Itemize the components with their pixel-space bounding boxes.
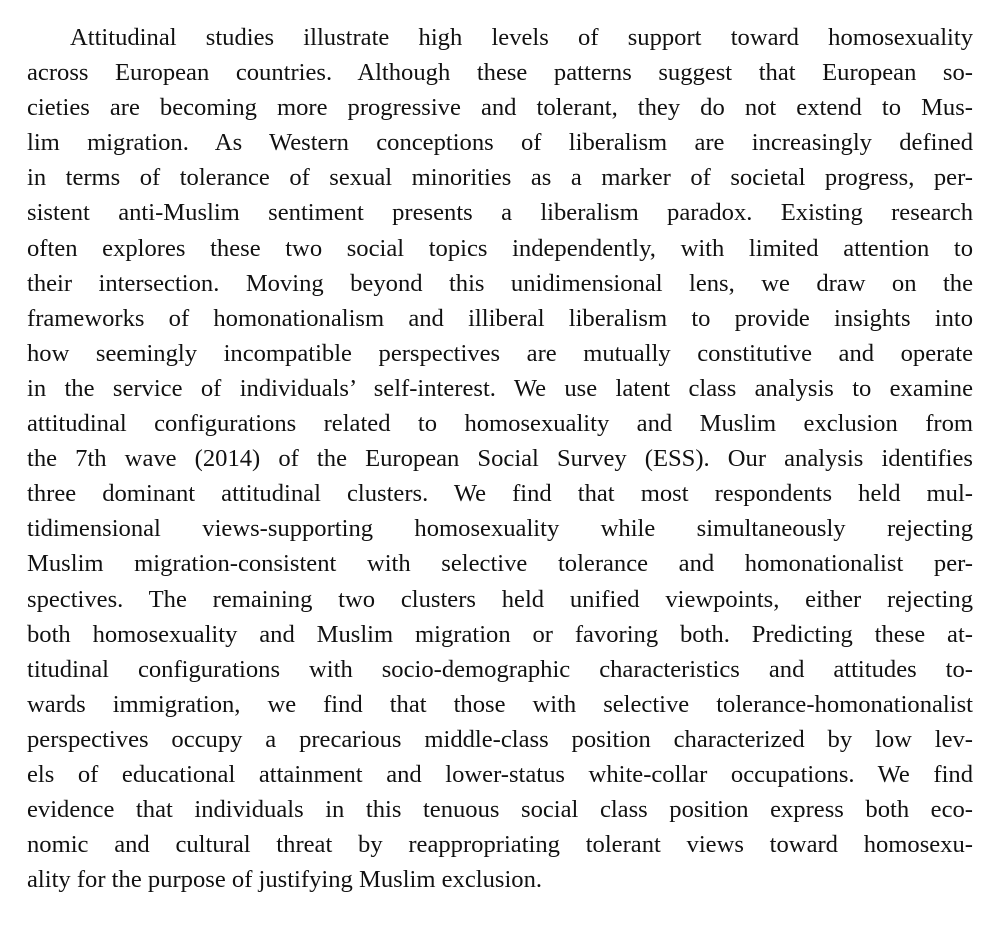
abstract-line: sistent anti-Muslim sentiment presents a liberalism paradox. Existing research bbox=[27, 199, 973, 227]
abstract-line: the 7th wave (2014) of the European Social Survey (ESS). Our analysis identifies bbox=[27, 445, 973, 473]
abstract-line: in the service of individuals’ self-interest. We use latent class analysis to examine bbox=[27, 374, 973, 402]
abstract-paragraph bbox=[27, 20, 973, 897]
abstract-line: how seemingly incompatible perspectives are mutually constitutive and operate bbox=[27, 339, 973, 367]
abstract-line: attitudinal configurations related to homosexuality and Muslim exclusion from bbox=[27, 410, 973, 438]
abstract-line: three dominant attitudinal clusters. We find that most respondents held mul- bbox=[27, 480, 973, 508]
abstract-line: wards immigration, we find that those with selective tolerance-homonationalist bbox=[27, 690, 973, 718]
abstract-line: across European countries. Although these patterns suggest that European so- bbox=[27, 59, 973, 87]
abstract-line: perspectives occupy a precarious middle-class position characterized by low lev- bbox=[27, 725, 973, 753]
abstract-line: tidimensional views-supporting homosexuality while simultaneously rejecting bbox=[27, 515, 973, 543]
abstract-line: in terms of tolerance of sexual minorities as a marker of societal progress, per- bbox=[27, 164, 973, 192]
abstract-line: both homosexuality and Muslim migration or favoring both. Predicting these at- bbox=[27, 620, 973, 648]
abstract-line: Attitudinal studies illustrate high levels of support toward homosexuality bbox=[70, 24, 973, 51]
abstract-line: their intersection. Moving beyond this unidimensional lens, we draw on the bbox=[27, 269, 973, 297]
abstract-line: spectives. The remaining two clusters held unified viewpoints, either rejecting bbox=[27, 585, 973, 613]
abstract-line: evidence that individuals in this tenuous social class position express both eco- bbox=[27, 796, 973, 824]
abstract-line: lim migration. As Western conceptions of liberalism are increasingly defined bbox=[27, 129, 973, 157]
abstract-line: titudinal configurations with socio-demographic characteristics and attitudes to- bbox=[27, 655, 973, 683]
abstract-line: Muslim migration-consistent with selective tolerance and homonationalist per- bbox=[27, 550, 973, 578]
abstract-line: ality for the purpose of justifying Muslim exclusion. bbox=[27, 866, 543, 894]
abstract-line: frameworks of homonationalism and illiberal liberalism to provide insights into bbox=[27, 304, 973, 332]
abstract-line: cieties are becoming more progressive and tolerant, they do not extend to Mus- bbox=[27, 94, 973, 122]
abstract-line: nomic and cultural threat by reappropriating tolerant views toward homosexu- bbox=[27, 831, 973, 859]
abstract-line: often explores these two social topics independently, with limited attention to bbox=[27, 234, 973, 262]
abstract-line: els of educational attainment and lower-status white-collar occupations. We find bbox=[27, 760, 973, 788]
